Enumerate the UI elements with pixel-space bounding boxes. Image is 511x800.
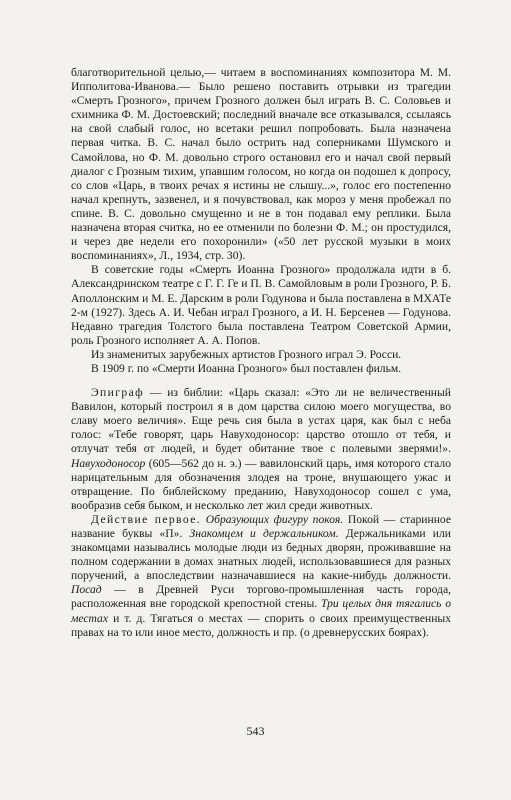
term-nebuchadnezzar: Навуходоносор xyxy=(71,456,146,470)
text-figure: Покой — старинное название буквы «П». xyxy=(71,512,452,540)
text-acquaintances: Держальниками или знакомцами назывались молодые люди из бедных дворян, проживавшие на полном содержании в домах знатных людей, использовавшиеся для разных поручений, а впоследствии назначавшиеся на какие-нибудь должности. xyxy=(71,527,452,583)
text-epigraph: — из библии: «Царь сказал: «Это ли не величественный Вавилон, который построил я в дом царства силою моего могущества, во славу моего величия». Еще речь сия была в устах царя, как был с неба голос: «Тебе говорят, царь Навуходоносор: царство отошло от тебя, и отлучат тебя от людей, и будет обитание твое с полевыми зверями!». xyxy=(71,386,451,456)
note-act-one xyxy=(71,513,451,640)
main-text xyxy=(71,66,451,376)
term-three-days: Три целых дня тягались о местах xyxy=(71,597,451,625)
term-epigraph: Эпиграф xyxy=(91,386,145,400)
paragraph-foreign-actors: Из знаменитых зарубежных артистов Грозного играл Э. Росси. xyxy=(91,347,402,361)
text-nebuchadnezzar: (605—562 до н. э.) — вавилонский царь, имя которого стало нарицательным для обозначения злодея на троне, внушающего ужас и отвращение. По библейскому преданию, Навуходоносор сошел с ума, вообразив себя быком, и несколько лет жил среди животных. xyxy=(71,456,451,512)
term-acquaintances: Знакомцем и держальником. xyxy=(189,527,339,540)
paragraph-film: В 1909 г. по «Смерти Иоанна Грозного» был поставлен фильм. xyxy=(91,361,402,375)
page-number: 543 xyxy=(246,724,265,738)
text-three-days: и т. д. Тягаться о местах — спорить о своих преимущественных правах на то или иное место, должность и пр. (о древнерусских боярах). xyxy=(71,611,451,639)
commentary-notes xyxy=(71,386,451,640)
paragraph-memoir-quote: благотворительной целью,— читаем в воспоминаниях композитора М. М. Ипполитова-Иванова.— Было решено поставить отрывки из трагедии «Смерть Грозного», причем Грозного должен был играть В. С. Соловьев и схимника Ф. М. Достоевский; последний вначале все отказывался, ссылаясь на свой слабый голос, но всетаки решил попробовать. Была назначена первая читка. В. С. начал было острить над соперниками Шумского и Самойлова, но Ф. М. довольно строго остановил его и начал свой первый диалог с Грозным тихим, упавшим голосом, но когда он подошел к допросу, со слов «Царь, в твоих речах я истины не слышу...», голос его постепенно начал крепнуть, зазвенел, и я почувствовал, как мороз у меня пробежал по спине. В. С. довольно смущенно и не в тон подавал ему реплики. Была назначена вторая считка, но ее отменили по болезни Ф. М.; он простудился, и через две недели его похоронили» («50 лет русской музыки в моих воспоминаниях», Л., 1934, стр. 30). xyxy=(71,66,451,263)
note-epigraph xyxy=(71,386,451,513)
term-act-one: Действие первое. xyxy=(91,512,202,526)
term-posad: Посад xyxy=(71,583,102,597)
paragraph-soviet-productions: В советские годы «Смерть Иоанна Грозного» продолжала идти в б. Александринском театре с Г. Г. Ге и П. В. Самойловым в роли Грозного, Р. Б. Аполлонским и М. Е. Дарским в роли Годунова и была поставлена в МХАТе 2-м (1927). Здесь А. И. Чебан играл Грозного, а И. Н. Берсенев — Годунова. Недавно трагедия Толстого была поставлена Театром Советской Армии, роль Грозного исполняет А. А. Попов. xyxy=(71,263,451,347)
text-posad: — в Древней Руси торгово-промышленная часть города, расположенная вне городской крепостной стены. xyxy=(71,583,451,611)
section-gap xyxy=(71,376,451,386)
term-figure: Образующих фигуру покоя. xyxy=(205,512,344,526)
